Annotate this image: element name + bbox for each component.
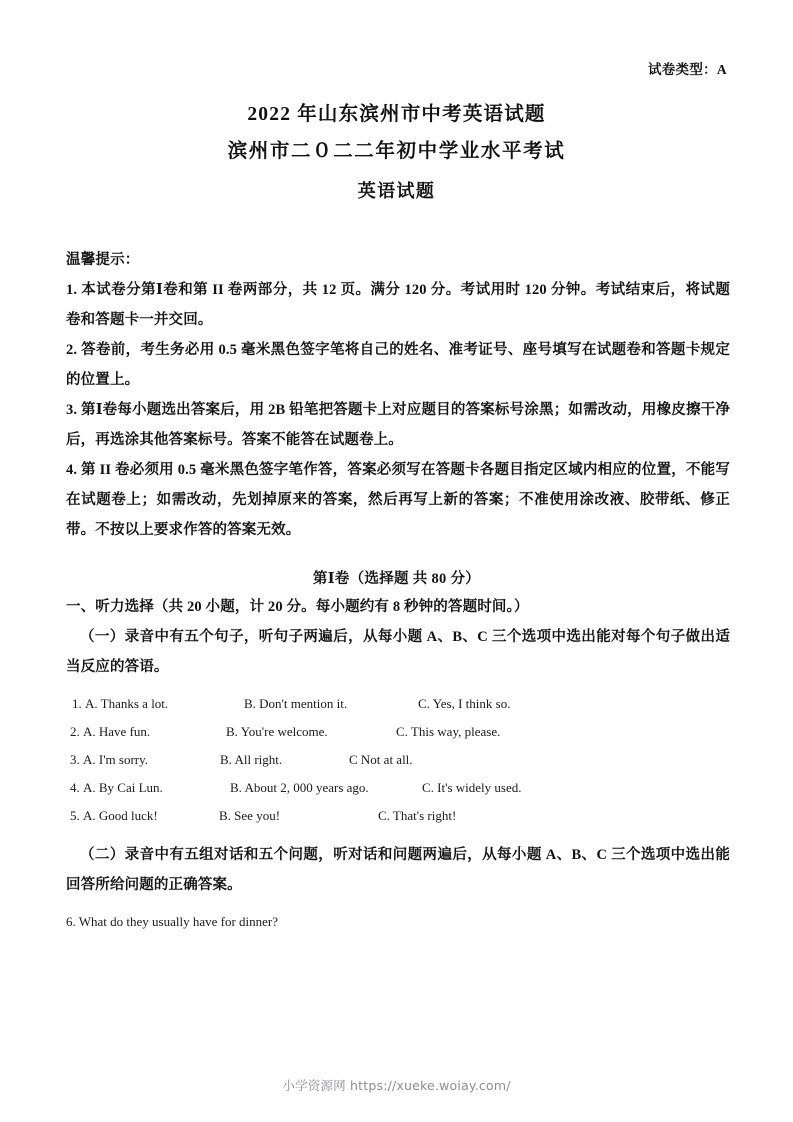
section-header-paper-one: 第Ⅰ卷（选择题 共 80 分） [312, 571, 481, 587]
listening-section-title: 一、听力选择（共 20 小题，计 20 分。每小题约有 8 秒钟的答题时间。） [66, 599, 529, 615]
notice-item-2: 2. 答卷前，考生务必用 0.5 毫米黑色签字笔将自己的姓名、准考证号、座号填写在试题卷和答题卡规定的位置上。 [66, 342, 730, 388]
page-subject-title: 英语试题 [357, 181, 436, 201]
table-row [66, 802, 730, 830]
question-3-option-b: B. All right. [220, 752, 283, 767]
question-6-stem: 6. What do they usually have for dinner? [66, 914, 279, 929]
page-subtitle: 滨州市二０二二年初中学业水平考试 [227, 141, 566, 162]
notice-item-3: 3. 第Ⅰ卷每小题选出答案后，用 2B 铅笔把答题卡上对应题目的答案标号涂黑；如需改动，用橡皮擦干净后，再选涂其他答案标号。答案不能答在试题卷上。 [66, 402, 730, 448]
table-row [66, 774, 730, 802]
table-row [66, 746, 730, 774]
listening-question-list [66, 690, 730, 830]
listening-part-two-instruction: （二）录音中有五组对话和五个问题，听对话和问题两遍后，从每小题 A、B、C 三个选项中选出能回答所给问题的正确答案。 [66, 847, 730, 893]
question-3-option-a: 3. A. I'm sorry. [70, 752, 149, 767]
question-4-option-c: C. It's widely used. [422, 780, 522, 795]
footer-watermark: 小学资源网 https://xueke.woiay.com/ [282, 1078, 511, 1093]
question-1-option-b: B. Don't mention it. [244, 696, 348, 711]
notice-block [66, 245, 730, 545]
question-5-option-c: C. That's right! [378, 808, 457, 823]
notice-item-4: 4. 第 II 卷必须用 0.5 毫米黑色签字笔作答，答案必须写在答题卡各题目指定区域内相应的位置，不能写在试题卷上；如需改动，先划掉原来的答案，然后再写上新的答案；不准使用涂改液、胶带纸、修正带。不按以上要求作答的答案无效。 [66, 462, 730, 538]
page-title: 2022 年山东滨州市中考英语试题 [247, 104, 546, 125]
notice-heading: 温馨提示： [66, 252, 140, 268]
question-4-option-b: B. About 2, 000 years ago. [230, 780, 369, 795]
question-2-option-b: B. You're welcome. [226, 724, 328, 739]
listening-part-one-instruction: （一）录音中有五个句子，听句子两遍后，从每小题 A、B、C 三个选项中选出能对每个句子做出适当反应的答语。 [66, 629, 730, 675]
question-2-option-a: 2. A. Have fun. [70, 724, 151, 739]
question-3-option-c: C Not at all. [349, 752, 413, 767]
question-2-option-c: C. This way, please. [396, 724, 501, 739]
question-5-option-b: B. See you! [219, 808, 281, 823]
question-1-option-a: 1. A. Thanks a lot. [72, 696, 169, 711]
listening-section [66, 592, 730, 936]
question-1-option-c: C. Yes, I think so. [418, 696, 511, 711]
exam-type-label: 试卷类型：A [647, 62, 727, 77]
table-row [66, 690, 730, 718]
title-block [66, 98, 727, 210]
question-5-option-a: 5. A. Good luck! [70, 808, 158, 823]
question-4-option-a: 4. A. By Cai Lun. [70, 780, 163, 795]
table-row [66, 718, 730, 746]
notice-item-1: 1. 本试卷分第Ⅰ卷和第 II 卷两部分，共 12 页。满分 120 分。考试用时 120 分钟。考试结束后，将试题卷和答题卡一并交回。 [66, 282, 730, 328]
